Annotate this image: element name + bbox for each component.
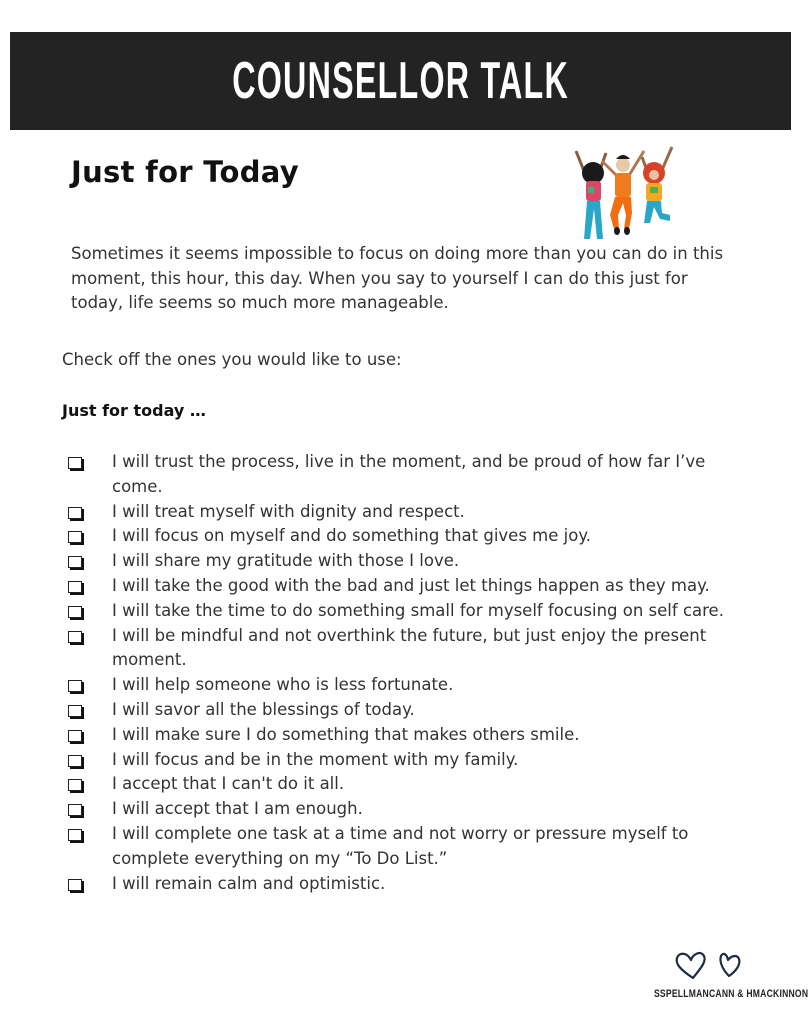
- checklist-item: [68, 797, 748, 822]
- checkbox-icon[interactable]: [68, 507, 82, 519]
- checklist-item-text: I will be mindful and not overthink the future, but just enjoy the present moment.: [112, 625, 707, 670]
- checklist-item-text: I will share my gratitude with those I love.: [112, 551, 460, 571]
- checklist-item-text: I will accept that I am enough.: [112, 799, 363, 819]
- checklist: [68, 450, 748, 896]
- checklist-item: [68, 524, 748, 549]
- checklist-item: [68, 822, 748, 872]
- jumping-people-icon: [566, 143, 678, 243]
- checklist-item-text: I will savor all the blessings of today.: [112, 699, 415, 719]
- checklist-heading: Just for today …: [62, 401, 206, 420]
- checklist-item: [68, 723, 748, 748]
- page-title: Just for Today: [71, 155, 299, 189]
- checklist-item-text: I will focus and be in the moment with my family.: [112, 749, 519, 769]
- header-banner: [10, 32, 791, 130]
- checklist-item: [68, 549, 748, 574]
- checkbox-icon[interactable]: [68, 556, 82, 568]
- checkbox-icon[interactable]: [68, 755, 82, 767]
- checklist-item-text: I will take the time to do something small for myself focusing on self care.: [112, 600, 724, 620]
- checklist-item-text: I will complete one task at a time and not worry or pressure myself to complete everything on my “To Do List.”: [112, 823, 689, 868]
- checkbox-icon[interactable]: [68, 531, 82, 543]
- checklist-item-text: I will make sure I do something that makes others smile.: [112, 724, 580, 744]
- checklist-item: [68, 574, 748, 599]
- checklist-item-text: I will help someone who is less fortunate.: [112, 675, 454, 695]
- checkbox-icon[interactable]: [68, 457, 82, 469]
- two-hearts-icon: [671, 948, 751, 982]
- checklist-item: [68, 872, 748, 897]
- checklist-item-text: I will remain calm and optimistic.: [112, 873, 386, 893]
- checklist-item: [68, 624, 748, 674]
- checklist-item-text: I accept that I can't do it all.: [112, 774, 345, 794]
- checklist-item: [68, 673, 748, 698]
- checkbox-icon[interactable]: [68, 606, 82, 618]
- checklist-item: [68, 772, 748, 797]
- checkbox-icon[interactable]: [68, 631, 82, 643]
- checklist-item: [68, 698, 748, 723]
- checkbox-icon[interactable]: [68, 779, 82, 791]
- footer-credit: SSPELLMANCANN & HMACKINNON: [653, 988, 808, 1000]
- instruction-text: Check off the ones you would like to use:: [62, 350, 402, 369]
- checklist-item: [68, 748, 748, 773]
- intro-paragraph: Sometimes it seems impossible to focus on doing more than you can do in this moment, this hour, this day. When you say to yourself I can do this just for today, life seems so much more manageable.: [71, 244, 724, 312]
- banner-title: COUNSELLOR TALK: [232, 52, 569, 110]
- checklist-item: [68, 450, 748, 500]
- checkbox-icon[interactable]: [68, 581, 82, 593]
- checklist-item: [68, 599, 748, 624]
- checkbox-icon[interactable]: [68, 680, 82, 692]
- checklist-item: [68, 500, 748, 525]
- checkbox-icon[interactable]: [68, 705, 82, 717]
- checklist-item-text: I will take the good with the bad and just let things happen as they may.: [112, 575, 710, 595]
- checkbox-icon[interactable]: [68, 829, 82, 841]
- checkbox-icon[interactable]: [68, 804, 82, 816]
- footer-logo: [638, 948, 808, 1008]
- checklist-item-text: I will treat myself with dignity and respect.: [112, 501, 465, 521]
- jumping-people-illustration: [566, 143, 678, 243]
- checkbox-icon[interactable]: [68, 879, 82, 891]
- checklist-item-text: I will trust the process, live in the moment, and be proud of how far I’ve come.: [112, 452, 706, 496]
- checklist-item-text: I will focus on myself and do something that gives me joy.: [112, 526, 591, 546]
- checkbox-icon[interactable]: [68, 730, 82, 742]
